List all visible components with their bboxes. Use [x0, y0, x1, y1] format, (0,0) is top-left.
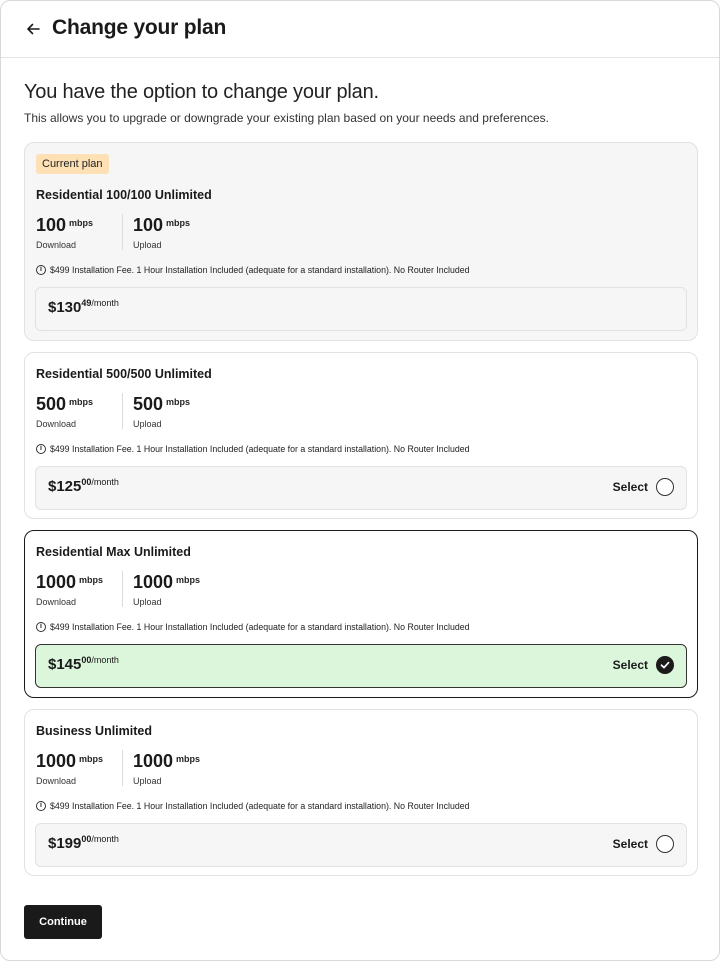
download-unit: mbps — [79, 754, 104, 764]
plan-card-current — [24, 142, 698, 341]
upload-unit: mbps — [166, 218, 191, 228]
installation-note — [36, 444, 470, 454]
download-value: 1000 — [36, 572, 77, 592]
price-box[interactable] — [35, 823, 687, 867]
intro-headline: You have the option to change your plan. — [24, 81, 379, 103]
info-icon: i — [36, 801, 46, 811]
plan-price — [48, 299, 119, 316]
radio-unchecked-icon[interactable] — [656, 835, 674, 853]
download-value: 500 — [36, 394, 67, 414]
price-dollars: $125 — [48, 478, 82, 495]
upload-unit: mbps — [166, 397, 191, 407]
select-plan-option[interactable] — [613, 656, 674, 674]
plan-card-selected[interactable] — [24, 530, 698, 698]
price-cents: 00 — [81, 655, 92, 665]
speed-divider — [122, 571, 123, 607]
select-label: Select — [612, 837, 648, 851]
download-speed — [36, 394, 93, 429]
price-cents: 00 — [81, 834, 92, 844]
download-label: Download — [36, 240, 77, 250]
plan-name: Business Unlimited — [36, 724, 152, 738]
price-box[interactable] — [35, 466, 687, 510]
upload-speed — [133, 751, 200, 786]
plan-card[interactable] — [24, 709, 698, 876]
info-icon: i — [36, 622, 46, 632]
upload-label: Upload — [133, 776, 162, 786]
current-plan-badge: Current plan — [36, 154, 109, 174]
arrow-left-icon — [26, 22, 40, 36]
installation-note — [36, 801, 470, 811]
plan-card[interactable] — [24, 352, 698, 519]
installation-note — [36, 622, 470, 632]
download-speed — [36, 572, 103, 607]
plan-price — [48, 656, 119, 673]
upload-unit: mbps — [176, 754, 201, 764]
speed-divider — [122, 214, 123, 250]
download-value: 100 — [36, 215, 67, 235]
download-unit: mbps — [69, 218, 94, 228]
select-plan-option[interactable] — [613, 478, 674, 496]
upload-label: Upload — [133, 240, 162, 250]
download-value: 1000 — [36, 751, 77, 771]
page-title: Change your plan — [52, 16, 227, 39]
back-button[interactable] — [23, 18, 43, 40]
plan-name: Residential 100/100 Unlimited — [36, 188, 212, 202]
download-label: Download — [36, 776, 77, 786]
info-icon: i — [36, 444, 46, 454]
page-header — [1, 1, 719, 58]
download-unit: mbps — [69, 397, 94, 407]
upload-speed — [133, 394, 190, 429]
download-label: Download — [36, 597, 77, 607]
price-cents: 00 — [81, 477, 92, 487]
upload-unit: mbps — [176, 575, 201, 585]
price-period: /month — [91, 834, 119, 844]
plan-name: Residential 500/500 Unlimited — [36, 367, 212, 381]
intro-subline: This allows you to upgrade or downgrade your existing plan based on your needs and preferences. — [24, 111, 549, 125]
installation-note-text: $499 Installation Fee. 1 Hour Installation Included (adequate for a standard installation). No Router Included — [50, 622, 470, 632]
upload-value: 500 — [133, 394, 164, 414]
plan-name: Residential Max Unlimited — [36, 545, 191, 559]
upload-value: 1000 — [133, 751, 174, 771]
upload-speed — [133, 215, 190, 250]
radio-unchecked-icon[interactable] — [656, 478, 674, 496]
price-box-selected[interactable] — [35, 644, 687, 688]
price-period: /month — [91, 298, 119, 308]
radio-checked-icon[interactable] — [656, 656, 674, 674]
continue-button[interactable]: Continue — [24, 905, 102, 939]
price-period: /month — [91, 477, 119, 487]
price-period: /month — [91, 655, 119, 665]
installation-note-text: $499 Installation Fee. 1 Hour Installation Included (adequate for a standard installation). No Router Included — [50, 265, 470, 275]
plan-price — [48, 478, 119, 495]
upload-label: Upload — [133, 419, 162, 429]
upload-value: 1000 — [133, 572, 174, 592]
info-icon: i — [36, 265, 46, 275]
plan-price — [48, 835, 119, 852]
upload-value: 100 — [133, 215, 164, 235]
checkmark-icon — [660, 660, 670, 670]
select-label: Select — [612, 658, 648, 672]
speed-divider — [122, 393, 123, 429]
installation-note-text: $499 Installation Fee. 1 Hour Installation Included (adequate for a standard installation). No Router Included — [50, 444, 470, 454]
select-label: Select — [612, 480, 648, 494]
download-speed — [36, 215, 93, 250]
speed-divider — [122, 750, 123, 786]
installation-note-text: $499 Installation Fee. 1 Hour Installation Included (adequate for a standard installation). No Router Included — [50, 801, 470, 811]
price-box — [35, 287, 687, 331]
upload-speed — [133, 572, 200, 607]
select-plan-option[interactable] — [613, 835, 674, 853]
price-cents: 49 — [81, 298, 92, 308]
upload-label: Upload — [133, 597, 162, 607]
price-dollars: $199 — [48, 835, 82, 852]
price-dollars: $145 — [48, 656, 82, 673]
price-dollars: $130 — [48, 299, 82, 316]
download-speed — [36, 751, 103, 786]
download-unit: mbps — [79, 575, 104, 585]
installation-note — [36, 265, 470, 275]
download-label: Download — [36, 419, 77, 429]
